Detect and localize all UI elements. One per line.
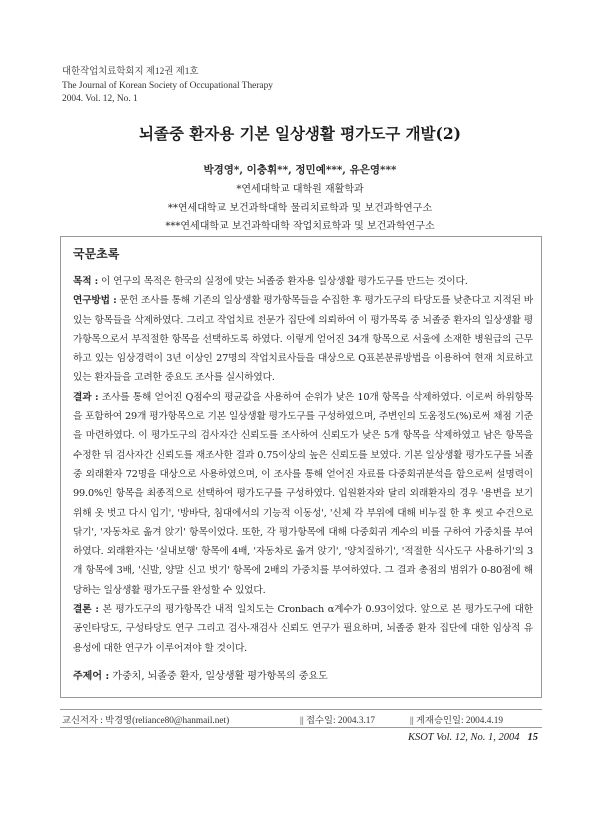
- journal-header: [62, 66, 273, 107]
- journal-issue: 2004. Vol. 12, No. 1: [62, 94, 138, 104]
- abstract-results: [73, 388, 533, 600]
- keywords: [73, 667, 328, 682]
- abstract-body: [73, 272, 533, 658]
- paper-title: 뇌졸중 환자용 기본 일상생활 평가도구 개발(2): [139, 124, 461, 143]
- results-label: 결과 :: [73, 391, 99, 403]
- keywords-text: 가중치, 뇌졸중 환자, 일상생활 평가항목의 중요도: [109, 671, 328, 682]
- abstract-methods: [73, 291, 533, 387]
- affiliation-1: *연세대학교 대학원 재활학과: [236, 184, 364, 195]
- received-date: || 접수일: 2004.3.17: [300, 716, 376, 726]
- abstract-box: [60, 236, 542, 698]
- abstract-conclusion: [73, 600, 533, 658]
- journal-name-english: The Journal of Korean Society of Occupational Therapy: [62, 80, 273, 91]
- abstract-heading: 국문초록: [73, 247, 120, 261]
- footer-bottom-rule: [60, 727, 542, 728]
- footer-top-rule: [60, 709, 542, 710]
- methods-text: 문헌 조사를 통해 기존의 일상생활 평가항목들을 수집한 후 평가도구의 타당도를 낮춘다고 지적된 바 있는 항목들을 삭제하였다. 그리고 작업치료 전문가 집단에 의뢰하여 이 평가목록 중 뇌졸중 환자의 일상생활 평가항목으로서 부적절한 항목을 선택하도록 하였다. 이렇게 얻어진 34개 항목으로 서울에 소재한 병원급의 근무하고 있는 임상경력이 3년 이상인 27명의 작업치료사들을 대상으로 Q표본분류방법을 이용하여 현재 치료하고 있는 환자들을 고려한 중요도 조사를 실시하였다.: [73, 295, 533, 384]
- conclusion-label: 결론 :: [73, 604, 99, 616]
- keywords-label: 주제어 :: [73, 671, 110, 682]
- page-footer: [408, 732, 538, 743]
- citation: KSOT Vol. 12, No. 1, 2004: [407, 732, 520, 743]
- affiliation-3: ***연세대학교 보건과학대학 작업치료학과 및 보건과학연구소: [165, 221, 435, 232]
- abstract-purpose: [73, 272, 533, 291]
- purpose-label: 목적 :: [73, 276, 99, 287]
- corresponding-author: 교신저자 : 박경영(reliance80@hanmail.net): [62, 716, 230, 726]
- affiliation-2: **연세대학교 보건과학대학 물리치료학과 및 보건과학연구소: [167, 203, 433, 214]
- author-list: 박경영*, 이충휘**, 정민예***, 유은영***: [203, 164, 397, 176]
- results-text: 조사를 통해 얻어진 Q점수의 평균값을 사용하여 순위가 낮은 10개 항목을 삭제하였다. 이로써 하위항목을 포함하여 29개 평가항목으로 기본 일상생활 평가도구를 구성하였으며, 주변인의 도움정도(%)로써 채점 기준을 마련하였다. 이 평가도구의 검사자간 신뢰도를 조사하여 신뢰도가 낮은 5개 항목을 삭제하였고 남은 항목을 수정한 뒤 검사자간 신뢰도를 재조사한 결과 0.75이상의 높은 신뢰도를 보였다. 기본 일상생활 평가도구를 뇌졸중 외래환자 72명을 대상으로 사용하였으며, 이 조사를 통해 얻어진 자료를 다중회귀분석을 함으로써 설명력이 99.0%인 항목을 최종적으로 선택하여 평가도구를 구성하였다. 입원환자와 달리 외래환자의 경우 '용변을 보기 위해 옷 벗고 다시 입기', '방바닥, 침대에서의 기능적 이동성', '신체 각 부위에 대해 비누질 한 후 씻고 수건으로 닦기', '자동차로 옮겨 앉기' 항목이었다. 또한, 각 평가항목에 대해 다중회귀 계수의 비를 구하여 가중치를 부여하였다. 외래환자는 '실내보행' 항목에 4배, '자동차로 옮겨 앉기', '양치질하기', '적절한 식사도구 사용하기'의 3개 항목에 3배, '신발, 양말 신고 벗기' 항목에 2배의 가중치를 부여하였다. 그 결과 총점의 범위가 0-80점에 해당하는 일상생활 평가도구를 완성할 수 있었다.: [73, 391, 533, 596]
- accepted-date: || 게재승인일: 2004.4.19: [410, 716, 504, 726]
- conclusion-text: 본 평가도구의 평가항목간 내적 일치도는 Cronbach α계수가 0.93이었다. 앞으로 본 평가도구에 대한 공인타당도, 구성타당도 연구 그리고 검사-재검사 신뢰도 연구가 필요하며, 뇌졸중 환자 집단에 대한 임상적 유용성에 대한 연구가 이루어져야 할 것이다.: [73, 604, 533, 654]
- page-number: 15: [527, 732, 538, 743]
- journal-name-korean: 대한작업치료학회지 제12권 제1호: [62, 67, 199, 77]
- methods-label: 연구방법 :: [73, 295, 117, 307]
- purpose-text: 이 연구의 목적은 한국의 실정에 맞는 뇌졸중 환자용 일상생활 평가도구를 만드는 것이다.: [98, 276, 468, 287]
